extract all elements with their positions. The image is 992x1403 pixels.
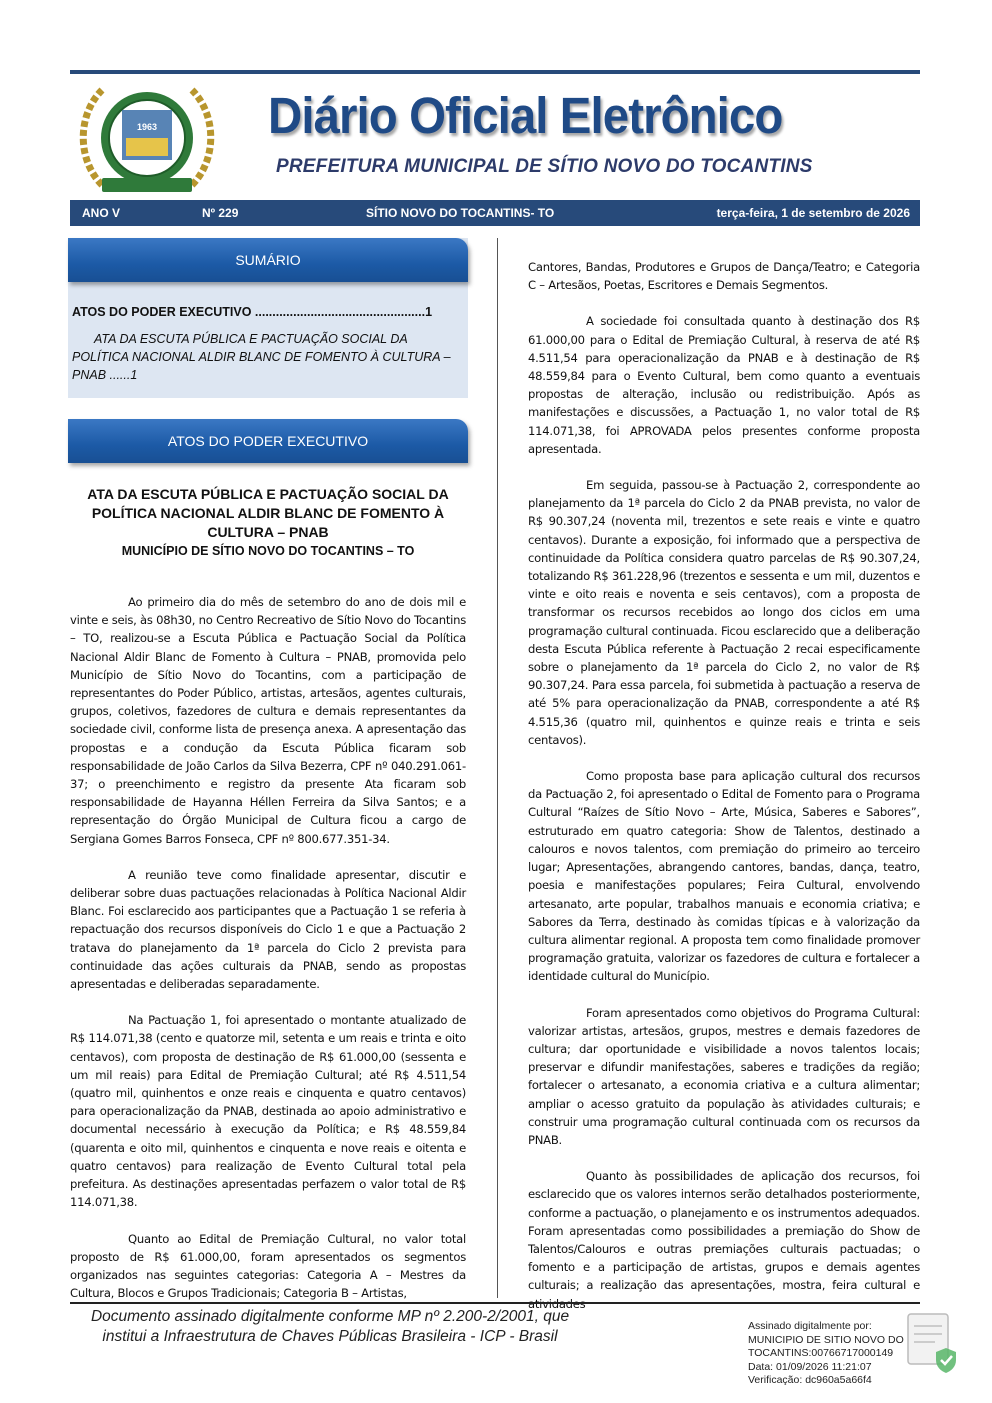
edition-info-bar (70, 200, 920, 226)
signature-line: TOCANTINS:00766717000149 (748, 1347, 894, 1359)
document-title: ATA DA ESCUTA PÚBLICA E PACTUAÇÃO SOCIAL DA POLÍTICA NACIONAL ALDIR BLANC DE FOMENTO À CULTURA – PNAB (87, 486, 449, 540)
paragraph: Na Pactuação 1, foi apresentado o montante atualizado de R$ 114.071,38 (cento e quatorze mil, setenta e um reais e trinta e oito centavos), com proposta de destinação de R$ 61.000,00 (sessenta e um mil reais) para Edital de Premiação Cultural; até R$ 4.511,54 (quatro mil, quinhentos e onze reais e cinquenta e quatro centavos) para operacionalização da PNAB, destinada ao apoio administrativo e documental necessário à execução da Política; e R$ 48.559,84 (quarenta e oito mil, quinhentos e cinquenta e nove reais e oitenta e quatro centavos) para realização de Evento Cultural total pela prefeitura. As destinações apresentadas perfazem o valor total de R$ 114.071,38. (70, 1013, 466, 1210)
edition-number: Nº 229 (202, 206, 239, 220)
edition-year: ANO V (82, 206, 121, 220)
paragraph: Quanto às possibilidades de aplicação dos recursos, foi esclarecido que os valores internos serão detalhados posteriormente, conforme a pactuação, o planejamento e os instrumentos adequados. Foram apresentadas como possibilidades a premiação do Show de Talentos/Calouros e outras premiações culturais pactuadas; o fomento e a participação de artistas, grupos e demais agentes culturais; a realização das apresentações, mostra, feira cultural e (528, 1169, 920, 1293)
paragraph: Como proposta base para aplicação cultural dos recursos da Pactuação 2, foi apresentado o Edital de Fomento para o Programa Cultural “Raízes de Sítio Novo – Arte, Música, Saberes e Sabores”, estruturado em quatro categoria: Show de Talentos, destinado a calouros e novos talentos, com premiação do primeiro ao terceiro lugar; Apresentações, abrangendo cantores, bandas, dança, teatro, poesia e manifestações populares; Feira Cultural, envolvendo artesanato, arte popular, trabalhos manuais e economia criativa; e Sabores da Terra, destinado às comidas típicas e à valorização da cultura alimentar regional. A proposta tem como finalidade promover programação gratuita, valorizar os fazedores de cultura e fortalecer a identidade cultural do Município. (528, 769, 920, 984)
paragraph: Cantores, Bandas, Produtores e Grupos de Dança/Teatro; e Categoria C – Artesãos, Poetas, Escritores e Demais Segmentos. (528, 260, 920, 293)
footer-rule (70, 1302, 920, 1304)
paragraph: Quanto ao Edital de Premiação Cultural, no valor total proposto de R$ 61.000,00, foram apresentados os segmentos organizados nas seguintes categorias: Categoria A – Mestres da Cultura, Blocos e Grupos Tradicionais; Categoria B – Artistas, (70, 1231, 466, 1301)
column-divider (497, 238, 498, 1298)
section-header: ATOS DO PODER EXECUTIVO (68, 419, 468, 463)
top-rule (70, 70, 920, 74)
document-subtitle: MUNICÍPIO DE SÍTIO NOVO DO TOCANTINS – TO (121, 544, 415, 558)
sumario-entry-ata[interactable]: ATA DA ESCUTA PÚBLICA E PACTUAÇÃO SOCIAL DA POLÍTICA NACIONAL ALDIR BLANC DE FOMENTO À CULTURA – PNAB ......1 (72, 332, 451, 382)
footer-line: institui a Infraestrutura de Chaves Públicas Brasileira - ICP - Brasil (102, 1328, 558, 1345)
sumario-entry-atos[interactable]: ATOS DO PODER EXECUTIVO .................................................1 (72, 305, 433, 319)
signature-line: Verificação: dc960a5a66f4 (748, 1374, 872, 1386)
signature-line: Data: 01/09/2026 11:21:07 (748, 1360, 872, 1373)
paragraph: A reunião teve como finalidade apresentar, discutir e deliberar sobre duas pactuações relacionadas à Política Nacional Aldir Blanc. Foi esclarecido aos participantes que a Pactuação 1 se referia à repactuação dos recursos disponíveis do Ciclo 1 e que a Pactuação 2 tratava do planejamento da 1ª parcela do Ciclo 2 prevista para continuidade das ações culturais da PNAB, sendo as propostas apresentadas e deliberadas separadamente. (70, 867, 466, 992)
signature-line: MUNICIPIO DE SITIO NOVO DO (748, 1333, 904, 1346)
signature-certificate-icon (880, 1306, 972, 1381)
paragraph: Em seguida, passou-se à Pactuação 2, correspondente ao planejamento da 1ª parcela do Ciclo 2 da PNAB prevista, no valor de R$ 90.307,24 (noventa mil, trezentos e sete reais e vinte e quatro centavos). Durante a exposição, foi informado que a perspectiva de continuidade da Política considera quatro parcelas de R$ 90.307,24, totalizando R$ 361.228,96 (trezentos e sessenta e um mil, duzentos e vinte e oito reais e noventa e seis centavos), com a proposta de transformar os recursos recebidos ao longo dos ciclos em uma programação cultural continuada. Ficou esclarecido que a deliberação desta Escuta Pública referente à Pactuação 2 recai especificamente sobre o planejamento da 1ª parcela do Ciclo 2, no valor de R$ 90.307,24. Para essa parcela, foi submetida à pactuação a reserva de até 5% para operacionalização da PNAB, correspondente a até R$ 4.515,36 (quatro mil, quinhentos e quinze reais e trinta e seis centavos). (528, 478, 920, 747)
sumario-header: SUMÁRIO (68, 238, 468, 282)
paragraph: A sociedade foi consultada quanto à destinação dos R$ 61.000,00 para o Edital de Premiação Cultural, à reserva de até R$ 4.511,54 para operacionalização da PNAB e à destinação de R$ 48.559,84 para o Evento Cultural, bem como quanto a eventuais propostas de alteração, inclusão ou redistribuição. Após as manifestações e discussões, a Pactuação 1, no valor total de R$ 114.071,38, foi APROVADA pelos presentes conforme proposta apresentada. (528, 314, 920, 456)
footer-icp-notice (70, 1307, 590, 1347)
seal-year: 1963 (136, 122, 158, 132)
left-column (70, 593, 466, 1320)
municipal-seal-logo (72, 80, 222, 200)
signature-line: Assinado digitalmente por: (748, 1320, 872, 1332)
paragraph: Foram apresentados como objetivos do Programa Cultural: valorizar artistas, artesãos, grupos, mestres e demais fazedores de cultura; dar oportunidade e visibilidade a novos talentos locais; preservar e difundir manifestações, saberes e tradições da região; fortalecer o artesanato, a economia criativa e a cultura alimentar; ampliar o acesso gratuito da população às atividades culturais; e construir uma programação cultural continuada com os recursos da PNAB. (528, 1005, 920, 1147)
right-column (528, 258, 920, 1331)
paragraph: Ao primeiro dia do mês de setembro do ano de dois mil e vinte e seis, às 08h30, no Centro Recreativo de Sítio Novo do Tocantins – TO, realizou-se a Escuta Pública e Pactuação Social da Política Nacional Aldir Blanc de Fomento à Cultura – PNAB, promovida pelo Município de Sítio Novo do Tocantins, com a participação de representantes do Poder Público, artistas, artesãos, agentes culturais, grupos, coletivos, fazedores de cultura e demais representantes da sociedade civil, conforme lista de presença anexa. A apresentação das propostas e a condução da Escuta Pública ficaram sob responsabilidade de João Carlos da Silva Bezerra, CPF nº 040.291.061-37; o preenchimento e registro da presente Ata ficaram sob responsabilidade de Hayanna Héllen Ferreira da Silva Santos; e a representação do Órgão Municipal de Cultura ficou a cargo de Sergiana Gomes Barros Fonseca, CPF nº 800.677.351-34. (70, 595, 466, 846)
edition-location: SÍTIO NOVO DO TOCANTINS- TO (366, 206, 555, 220)
edition-date: terça-feira, 1 de setembro de 2026 (716, 206, 910, 220)
masthead-subtitle: PREFEITURA MUNICIPAL DE SÍTIO NOVO DO TOCANTINS (276, 156, 813, 177)
masthead-title: Diário Oficial Eletrônico (268, 87, 783, 144)
footer-line: Documento assinado digitalmente conforme MP nº 2.200-2/2001, que (90, 1308, 570, 1325)
